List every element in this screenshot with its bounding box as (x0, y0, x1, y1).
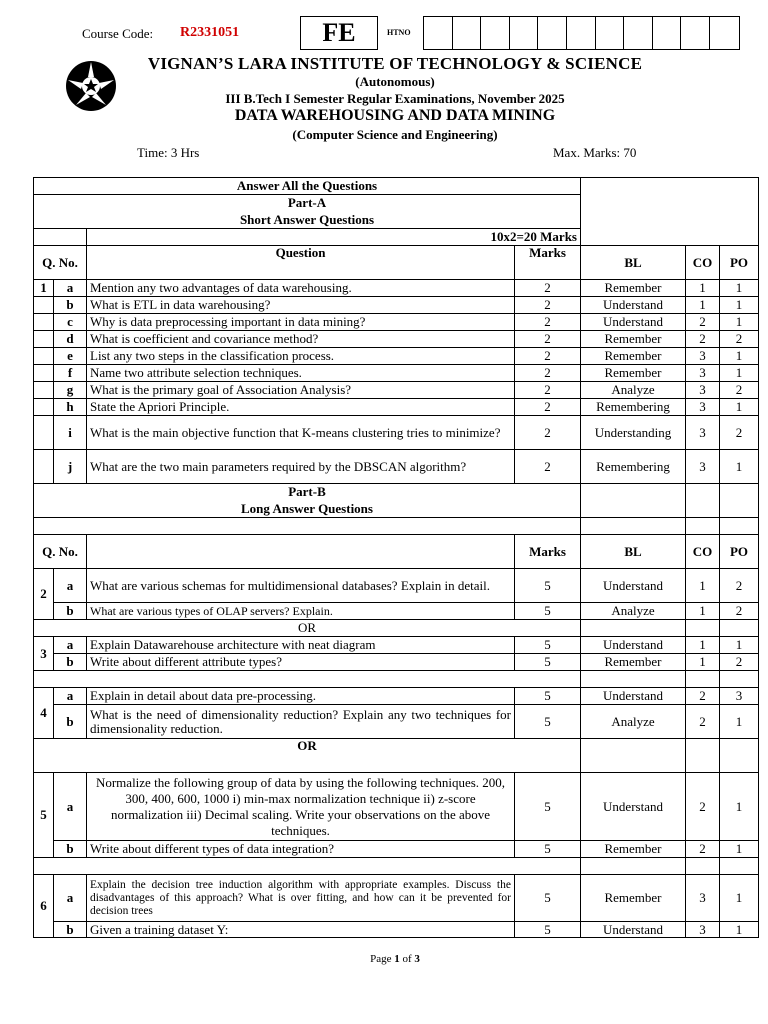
question-po: 1 (720, 922, 759, 938)
course-code: R2331051 (180, 25, 240, 40)
question-marks: 5 (515, 705, 581, 739)
set-code-box: FE (300, 16, 378, 50)
marks-header: Marks (515, 535, 581, 569)
question-po: 1 (720, 705, 759, 739)
page-of: of (399, 953, 415, 965)
question-po: 3 (720, 688, 759, 705)
table-row (34, 922, 759, 938)
po-header: PO (720, 535, 759, 569)
qno-header: Q. No. (34, 246, 87, 280)
table-row (34, 331, 759, 348)
question-text: What is coefficient and covariance method? (87, 331, 515, 348)
question-text: Name two attribute selection techniques. (87, 365, 515, 382)
htno-cell (681, 17, 710, 49)
question-marks: 5 (515, 688, 581, 705)
question-co: 3 (686, 922, 720, 938)
exam-time: Time: 3 Hrs (137, 145, 200, 160)
question-bl: Remember (581, 654, 686, 671)
part-a-subtitle: Short Answer Questions (34, 212, 581, 229)
table-row (34, 416, 759, 450)
htno-cell (653, 17, 682, 49)
table-row (34, 773, 759, 841)
question-po: 1 (720, 637, 759, 654)
table-row (34, 841, 759, 858)
sub-question: f (54, 365, 87, 382)
question-text: What are the two main parameters required by the DBSCAN algorithm? (87, 450, 515, 484)
page-total: 3 (414, 953, 420, 965)
question-number (34, 416, 54, 450)
question-text: What is the main objective function that K-means clustering tries to minimize? (87, 416, 515, 450)
or-separator: OR (34, 739, 581, 773)
question-bl: Understand (581, 922, 686, 938)
question-marks: 2 (515, 348, 581, 365)
instruction: Answer All the Questions (34, 178, 581, 195)
sub-question: d (54, 331, 87, 348)
table-row (34, 348, 759, 365)
max-marks: Max. Marks: 70 (553, 145, 637, 160)
table-header-row (34, 535, 759, 569)
question-number: 4 (34, 688, 54, 739)
question-marks: 5 (515, 773, 581, 841)
question-co: 2 (686, 331, 720, 348)
sub-question: g (54, 382, 87, 399)
question-bl: Remember (581, 348, 686, 365)
question-marks: 5 (515, 841, 581, 858)
question-text: What is ETL in data warehousing? (87, 297, 515, 314)
part-a-title: Part-A (34, 195, 581, 212)
department: (Computer Science and Engineering) (292, 127, 498, 142)
sub-question: a (54, 688, 87, 705)
table-row (34, 688, 759, 705)
question-co: 1 (686, 280, 720, 297)
page-prefix: Page (370, 953, 395, 965)
question-text: Explain the decision tree induction algorithm with appropriate examples. Discuss the disadvantages of this approach? What is over fitting, and how can it be prevented for decision trees (87, 875, 515, 922)
question-po: 1 (720, 348, 759, 365)
or-separator: OR (34, 620, 581, 637)
question-co: 3 (686, 365, 720, 382)
question-bl: Analyze (581, 603, 686, 620)
htno-cell (510, 17, 539, 49)
question-marks: 5 (515, 875, 581, 922)
sub-question: b (54, 603, 87, 620)
question-co: 3 (686, 450, 720, 484)
table-row (34, 637, 759, 654)
page-footer (0, 953, 768, 965)
question-co: 1 (686, 569, 720, 603)
sub-question: b (54, 654, 87, 671)
marks-note: 10x2=20 Marks (87, 229, 581, 246)
question-marks: 5 (515, 922, 581, 938)
question-number (34, 365, 54, 382)
part-b-subtitle: Long Answer Questions (34, 501, 581, 518)
question-po: 1 (720, 841, 759, 858)
sub-question: j (54, 450, 87, 484)
page-number: 1 (394, 953, 400, 965)
question-marks: 2 (515, 297, 581, 314)
table-header-row (34, 246, 759, 280)
table-row (34, 654, 759, 671)
question-number: 1 (34, 280, 54, 297)
htno-cell (624, 17, 653, 49)
autonomous-label: (Autonomous) (355, 74, 435, 89)
question-text: Why is data preprocessing important in data mining? (87, 314, 515, 331)
sub-question: e (54, 348, 87, 365)
table-row (34, 280, 759, 297)
marks-header: Marks (515, 246, 581, 280)
question-marks: 2 (515, 450, 581, 484)
question-co: 1 (686, 297, 720, 314)
question-marks: 2 (515, 416, 581, 450)
question-co: 3 (686, 348, 720, 365)
question-bl: Remember (581, 841, 686, 858)
question-marks: 2 (515, 399, 581, 416)
question-co: 2 (686, 705, 720, 739)
question-po: 2 (720, 654, 759, 671)
table-row (34, 314, 759, 331)
sub-question: i (54, 416, 87, 450)
question-bl: Understand (581, 314, 686, 331)
sub-question: a (54, 875, 87, 922)
question-bl: Remembering (581, 450, 686, 484)
question-bl: Remember (581, 280, 686, 297)
table-row (34, 297, 759, 314)
table-row (34, 365, 759, 382)
sub-question: h (54, 399, 87, 416)
table-row (34, 739, 759, 773)
question-po: 1 (720, 314, 759, 331)
question-marks: 5 (515, 569, 581, 603)
question-po: 2 (720, 603, 759, 620)
htno-cell (710, 17, 739, 49)
table-row (34, 382, 759, 399)
question-bl: Understand (581, 569, 686, 603)
question-co: 2 (686, 688, 720, 705)
question-marks: 2 (515, 331, 581, 348)
table-row (34, 450, 759, 484)
table-row (34, 620, 759, 637)
htno-cell (424, 17, 453, 49)
question-number (34, 331, 54, 348)
sub-question: a (54, 773, 87, 841)
question-co: 2 (686, 841, 720, 858)
bl-header: BL (581, 246, 686, 280)
question-bl: Understand (581, 637, 686, 654)
question-marks: 5 (515, 603, 581, 620)
table-row (34, 484, 759, 501)
question-table (33, 177, 759, 938)
htno-cell (453, 17, 482, 49)
table-row (34, 603, 759, 620)
question-number (34, 314, 54, 331)
question-marks: 2 (515, 280, 581, 297)
question-po: 1 (720, 450, 759, 484)
question-number: 2 (34, 569, 54, 620)
question-co: 3 (686, 399, 720, 416)
question-number (34, 297, 54, 314)
question-text: Normalize the following group of data by using the following techniques. 200, 300, 400, 600, 1000 i) min-max normalization technique ii) z-score normalization iii) Decimal scaling. Write your observations on the above techniques. (87, 773, 515, 841)
question-co: 1 (686, 654, 720, 671)
co-header: CO (686, 246, 720, 280)
question-co: 2 (686, 773, 720, 841)
question-po: 2 (720, 569, 759, 603)
question-bl: Remember (581, 365, 686, 382)
sub-question: b (54, 922, 87, 938)
question-bl: Remembering (581, 399, 686, 416)
question-po: 2 (720, 416, 759, 450)
question-number: 3 (34, 637, 54, 671)
co-header: CO (686, 535, 720, 569)
question-header: Question (87, 246, 515, 280)
header-top (0, 14, 768, 52)
question-co: 3 (686, 416, 720, 450)
table-row (34, 178, 759, 195)
table-row (34, 569, 759, 603)
sub-question: a (54, 637, 87, 654)
exam-title: III B.Tech I Semester Regular Examinations, November 2025 (225, 91, 565, 106)
question-text: Mention any two advantages of data warehousing. (87, 280, 515, 297)
institute-name: VIGNAN’S LARA INSTITUTE OF TECHNOLOGY & SCIENCE (147, 54, 643, 73)
qno-header: Q. No. (34, 535, 87, 569)
question-bl: Understand (581, 297, 686, 314)
htno-label: HTNO (387, 28, 411, 37)
question-po: 1 (720, 297, 759, 314)
sub-question: b (54, 841, 87, 858)
question-co: 1 (686, 603, 720, 620)
question-marks: 2 (515, 314, 581, 331)
question-po: 1 (720, 773, 759, 841)
question-text: List any two steps in the classification process. (87, 348, 515, 365)
sub-question: b (54, 705, 87, 739)
course-code-label: Course Code: (82, 26, 154, 41)
sub-question: b (54, 297, 87, 314)
question-po: 1 (720, 280, 759, 297)
question-marks: 5 (515, 654, 581, 671)
question-bl: Understanding (581, 416, 686, 450)
question-text: What are various types of OLAP servers? Explain. (87, 603, 515, 620)
question-text: Explain Datawarehouse architecture with neat diagram (87, 637, 515, 654)
question-text: Given a training dataset Y: (87, 922, 515, 938)
question-po: 2 (720, 382, 759, 399)
question-co: 1 (686, 637, 720, 654)
question-marks: 5 (515, 637, 581, 654)
question-bl: Remember (581, 875, 686, 922)
question-bl: Analyze (581, 705, 686, 739)
table-row (34, 858, 759, 875)
question-po: 2 (720, 331, 759, 348)
htno-cell (538, 17, 567, 49)
question-bl: Understand (581, 773, 686, 841)
question-text: What is the need of dimensionality reduction? Explain any two techniques for dimensionality reduction. (87, 705, 515, 739)
question-co: 3 (686, 875, 720, 922)
sub-question: a (54, 569, 87, 603)
table-row (34, 875, 759, 922)
question-po: 1 (720, 875, 759, 922)
question-number: 5 (34, 773, 54, 858)
question-text: What are various schemas for multidimensional databases? Explain in detail. (87, 569, 515, 603)
question-bl: Understand (581, 688, 686, 705)
table-row (34, 399, 759, 416)
question-text: What is the primary goal of Association Analysis? (87, 382, 515, 399)
sub-question: a (54, 280, 87, 297)
htno-cell (567, 17, 596, 49)
question-number: 6 (34, 875, 54, 938)
question-bl: Analyze (581, 382, 686, 399)
table-row (34, 705, 759, 739)
htno-cell (596, 17, 625, 49)
question-number (34, 399, 54, 416)
question-po: 1 (720, 365, 759, 382)
question-number (34, 382, 54, 399)
part-b-title: Part-B (34, 484, 581, 501)
htno-cell (481, 17, 510, 49)
question-bl: Remember (581, 331, 686, 348)
bl-header: BL (581, 535, 686, 569)
subject-title: DATA WAREHOUSING AND DATA MINING (234, 107, 556, 124)
question-text: Explain in detail about data pre-processing. (87, 688, 515, 705)
question-text: Write about different attribute types? (87, 654, 515, 671)
question-number (34, 450, 54, 484)
sub-question: c (54, 314, 87, 331)
po-header: PO (720, 246, 759, 280)
question-text: Write about different types of data integration? (87, 841, 515, 858)
question-co: 3 (686, 382, 720, 399)
question-number (34, 348, 54, 365)
question-marks: 2 (515, 365, 581, 382)
question-text: State the Apriori Principle. (87, 399, 515, 416)
table-row (34, 518, 759, 535)
question-marks: 2 (515, 382, 581, 399)
question-co: 2 (686, 314, 720, 331)
table-row (34, 671, 759, 688)
htno-boxes (423, 16, 740, 50)
question-po: 1 (720, 399, 759, 416)
